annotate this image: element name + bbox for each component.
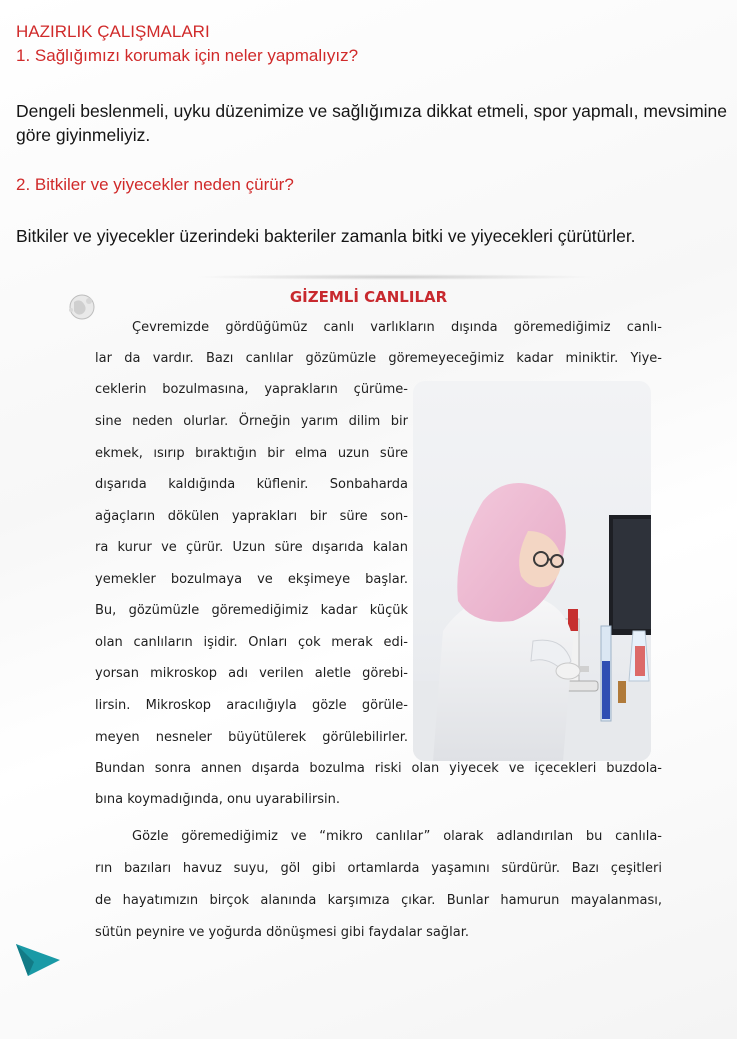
text-line: rın bazıları havuz suyu, göl gibi ortamlarda yaşamını sürdürür. Bazı çeşitleri (95, 861, 662, 876)
text-line: ekmek, ısırıp bıraktığın bir elma uzun süre (95, 446, 408, 461)
text-line: Bundan sonra annen dışarda bozulma riski olan yiyecek ve içecekleri buzdola- (95, 761, 662, 776)
text-line: Çevremizde gördüğümüz canlı varlıkların dışında göremediğimiz canlı- (132, 320, 662, 335)
text-line: ra kurur ve çürür. Uzun süre dışarıda kalan (95, 540, 408, 555)
text-line: Gözle göremediğimiz ve “mikro canlılar” olarak adlandırılan bu canlıla- (132, 829, 662, 844)
corner-arrow-icon (14, 940, 64, 980)
text-line: yorsan mikroskop adı verilen aletle görebi- (95, 666, 408, 681)
text-line: ceklerin bozulmasına, yaprakların çürüme- (95, 382, 408, 397)
answer-2: Bitkiler ve yiyecekler üzerindeki bakteriler zamanla bitki ve yiyecekleri çürütürler. (16, 226, 636, 246)
text-line: lirsin. Mikroskop aracılığıyla gözle görüle- (95, 698, 408, 713)
text-line: bına koymadığında, onu uyarabilirsin. (95, 792, 340, 807)
text-line: yemekler bozulmaya ve ekşimeye başlar. (95, 572, 408, 587)
text-line: dışarıda kaldığında küflenir. Sonbaharda (95, 477, 408, 492)
text-line: sine neden olurlar. Örneğin yarım dilim bir (95, 414, 408, 429)
text-line: sütün peynire ve yoğurda dönüşmesi gibi faydalar sağlar. (95, 925, 469, 940)
text-line: de hayatımızın birçok alanında karşımıza çıkar. Bunlar hamurun mayalanması, (95, 893, 662, 908)
microscope-scene-illustration (413, 381, 651, 761)
question-2: 2. Bitkiler ve yiyecekler neden çürür? (16, 175, 294, 194)
text-line: olan canlıların işidir. Onları çok merak edi- (95, 635, 408, 650)
reading-title: GİZEMLİ CANLILAR (289, 288, 448, 306)
text-line: ağaçların dökülen yaprakları bir süre son- (95, 509, 408, 524)
text-line: lar da vardır. Bazı canlılar gözümüzle göremeyeceğimiz kadar miniktir. Yiye- (95, 351, 662, 366)
text-line: meyen nesneler büyütülerek görülebilirler. (95, 730, 408, 745)
text-line: Bu, gözümüzle göremediğimiz kadar küçük (95, 603, 408, 618)
section-divider (195, 274, 595, 280)
section-heading: HAZIRLIK ÇALIŞMALARI (16, 22, 210, 41)
question-1: 1. Sağlığımızı korumak için neler yapmalıyız? (16, 46, 359, 65)
answer-1: Dengeli beslenmeli, uyku düzenimize ve sağlığımıza dikkat etmeli, spor yapmalı, mevsimine göre giyinmeliyiz. (16, 101, 727, 145)
scientist-photo (413, 381, 651, 761)
